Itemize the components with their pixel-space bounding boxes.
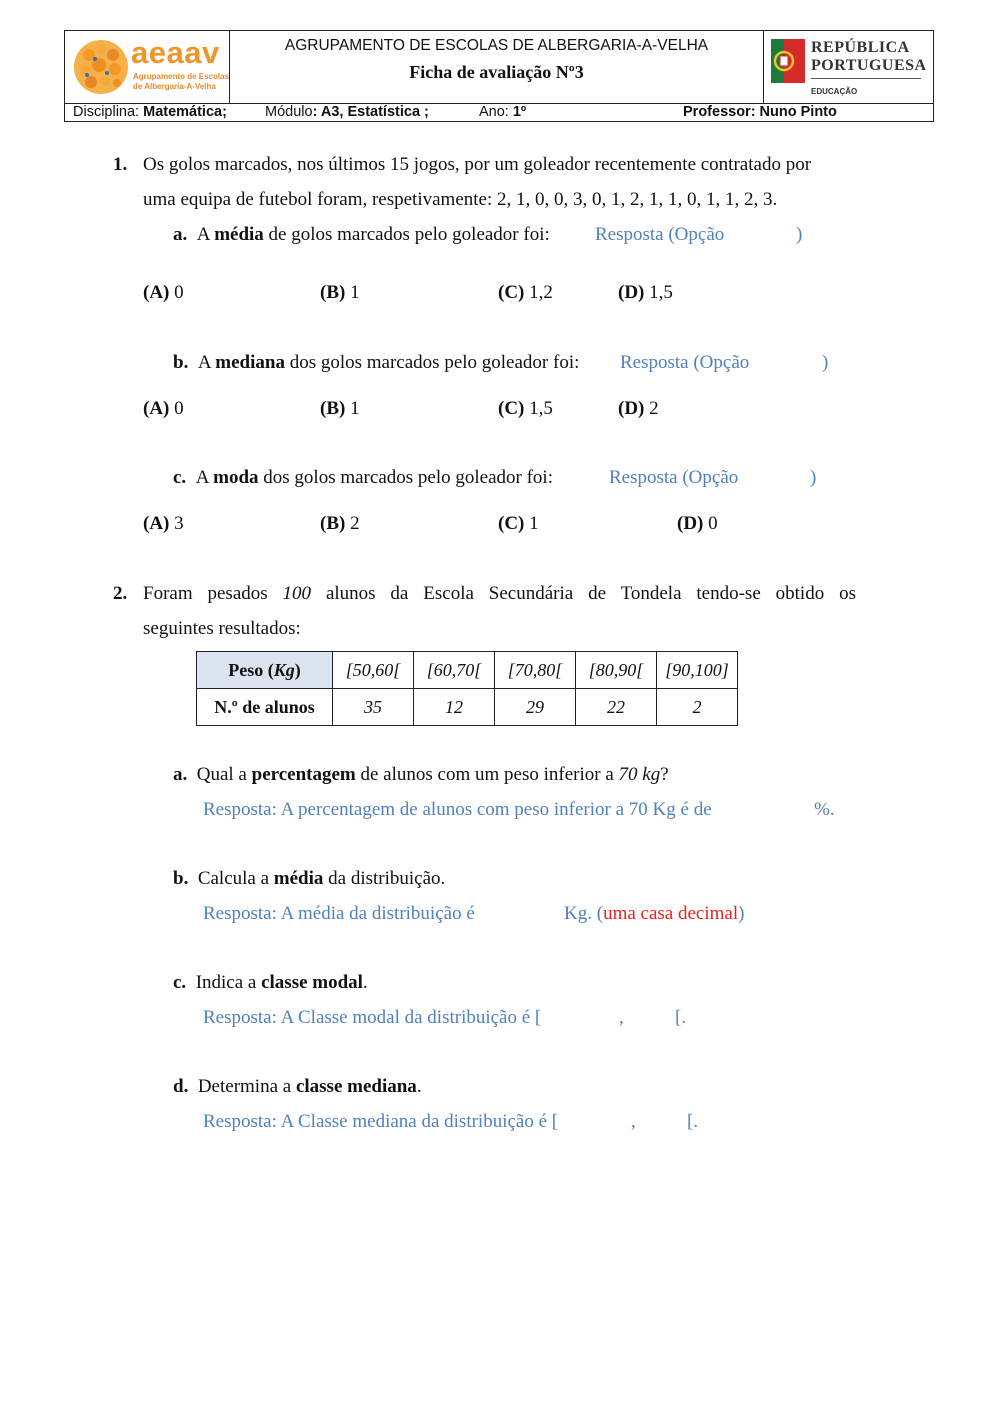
q1c-option-a[interactable]: (A) 3 [143, 513, 184, 534]
q2d-answer[interactable]: Resposta: A Classe mediana da distribuição é [ [203, 1111, 559, 1132]
q1c-option-b[interactable]: (B) 2 [320, 513, 360, 534]
logo-sub2: de Albergaria-A-Velha [133, 82, 216, 91]
q1a-option-c[interactable]: (C) 1,2 [498, 282, 553, 303]
logo-line1: REPÚBLICA [811, 39, 910, 56]
q1a-option-b[interactable]: (B) 1 [320, 282, 360, 303]
q2d-comma: , [631, 1111, 636, 1132]
logo-name: aeaav [131, 35, 220, 70]
ano: Ano: 1º [479, 104, 527, 120]
q1-number: 1. [113, 154, 128, 175]
professor: Professor: Nuno Pinto [683, 104, 837, 120]
table-header-weight: Peso (Kg) [197, 652, 333, 689]
q1b-answer[interactable]: Resposta (Opção [620, 352, 750, 373]
header-box [64, 30, 934, 122]
q2c-comma: , [619, 1007, 624, 1028]
table-count: 29 [495, 689, 576, 726]
q2a-answer[interactable]: Resposta: A percentagem de alunos com peso inferior a 70 Kg é de [203, 799, 712, 820]
disciplina: Disciplina: Matemática; [73, 104, 227, 120]
q2c-prompt: c. Indica a classe modal. [173, 972, 368, 993]
q2c-answer[interactable]: Resposta: A Classe modal da distribuição é [ [203, 1007, 542, 1028]
page-title: Ficha de avaliação Nº3 [409, 62, 584, 82]
q1b-option-b[interactable]: (B) 1 [320, 398, 360, 419]
q1a-answer-close: ) [796, 224, 803, 245]
q1b-answer-close: ) [822, 352, 829, 373]
q1-line1: Os golos marcados, nos últimos 15 jogos, por um goleador recentemente contratado por [143, 154, 812, 175]
table-class: [60,70[ [414, 652, 495, 689]
table-class: [50,60[ [333, 652, 414, 689]
q1b-option-c[interactable]: (C) 1,5 [498, 398, 553, 419]
table-count: 22 [576, 689, 657, 726]
modulo: Módulo: A3, Estatística ; [265, 104, 429, 120]
q1c-option-c[interactable]: (C) 1 [498, 513, 539, 534]
q1a-prompt: a. A média de golos marcados pelo goleador foi: [173, 224, 550, 245]
q1-line2: uma equipa de futebol foram, respetivamente: 2, 1, 0, 0, 3, 0, 1, 2, 1, 1, 0, 1, 1, 2, 3. [143, 189, 778, 210]
table-count: 12 [414, 689, 495, 726]
q2a-answer-end: %. [814, 799, 835, 820]
q1c-answer-close: ) [810, 467, 817, 488]
logo-line2: PORTUGUESA [811, 57, 927, 74]
q1b-option-a[interactable]: (A) 0 [143, 398, 184, 419]
q1c-prompt: c. A moda dos golos marcados pelo goleador foi: [173, 467, 553, 488]
republica-logo [769, 35, 929, 101]
school-name: AGRUPAMENTO DE ESCOLAS DE ALBERGARIA-A-VELHA [284, 37, 709, 54]
table-class: [90,100] [657, 652, 738, 689]
q2b-answer-unit: Kg. (uma casa decimal) [564, 903, 745, 924]
weights-table [196, 651, 738, 726]
q1c-option-d[interactable]: (D) 0 [677, 513, 718, 534]
q1a-option-d[interactable]: (D) 1,5 [618, 282, 673, 303]
q2d-bracket: [. [687, 1111, 699, 1132]
table-row [197, 652, 738, 689]
table-count: 2 [657, 689, 738, 726]
table-class: [70,80[ [495, 652, 576, 689]
q1c-answer[interactable]: Resposta (Opção [609, 467, 739, 488]
q2-number: 2. [113, 583, 128, 604]
q1b-option-d[interactable]: (D) 2 [618, 398, 659, 419]
q2-line1: Foram pesados 100 alunos da Escola Secundária de Tondela tendo-se obtido os [143, 583, 856, 604]
q2d-prompt: d. Determina a classe mediana. [173, 1076, 422, 1097]
table-count: 35 [333, 689, 414, 726]
logo-sub1: Agrupamento de Escolas [133, 72, 230, 81]
q2-line2: seguintes resultados: [143, 618, 301, 639]
q2a-prompt: a. Qual a percentagem de alunos com um peso inferior a 70 kg? [173, 764, 669, 785]
q2b-prompt: b. Calcula a média da distribuição. [173, 868, 446, 889]
q2b-answer[interactable]: Resposta: A média da distribuição é [203, 903, 475, 924]
table-header-count: N.º de alunos [197, 689, 333, 726]
q1a-option-a[interactable]: (A) 0 [143, 282, 184, 303]
q1a-answer[interactable]: Resposta (Opção [595, 224, 725, 245]
logo-line3: EDUCAÇÃO [811, 87, 858, 96]
q1b-prompt: b. A mediana dos golos marcados pelo goleador foi: [173, 352, 580, 373]
table-row [197, 689, 738, 726]
aeaav-logo [69, 35, 230, 99]
table-class: [80,90[ [576, 652, 657, 689]
q2c-bracket: [. [675, 1007, 687, 1028]
